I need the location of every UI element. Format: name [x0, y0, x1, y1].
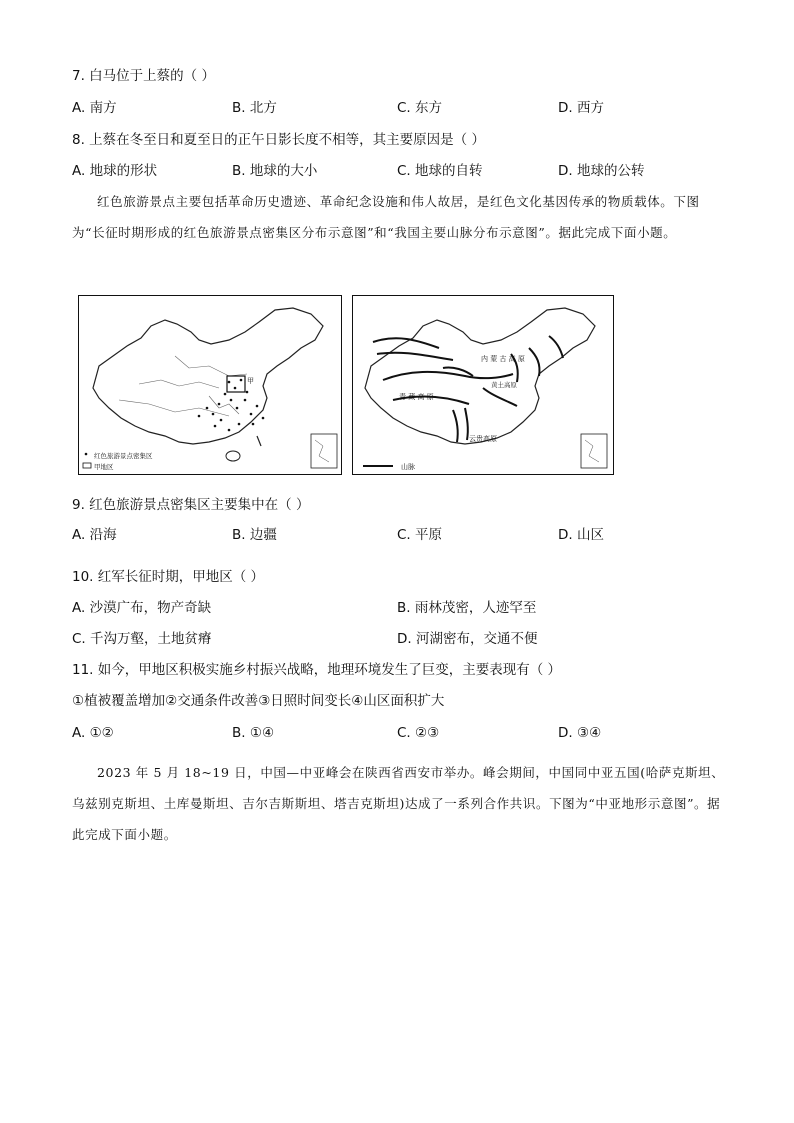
q10-option-c[interactable]: C. 千沟万壑，土地贫瘠 — [72, 631, 212, 647]
question-9-stem: 9. 红色旅游景点密集区主要集中在（ ） — [72, 497, 310, 513]
q11-option-a[interactable]: A. ①② — [72, 725, 114, 741]
q11-option-c[interactable]: C. ②③ — [397, 725, 440, 741]
question-11-stem: 11. 如今，甲地区积极实施乡村振兴战略，地理环境发生了巨变，主要表现有（ ） — [72, 662, 562, 678]
china-map-outline-right — [353, 296, 613, 474]
passage-central-asia — [72, 757, 726, 850]
q11-option-d[interactable]: D. ③④ — [558, 725, 602, 741]
q9-option-d[interactable]: D. 山区 — [558, 527, 604, 543]
red-tourism-map — [78, 295, 342, 475]
q7-option-b[interactable]: B. 北方 — [232, 100, 277, 116]
question-10-stem: 10. 红军长征时期，甲地区（ ） — [72, 569, 265, 585]
label-huangtu: 黄土高原 — [491, 381, 517, 389]
q7-option-d[interactable]: D. 西方 — [558, 100, 604, 116]
legend-mountain: 山脉 — [401, 463, 415, 471]
label-qingzang: 青 藏 高 原 — [399, 393, 434, 401]
legend-red-tourism: 红色旅游景点密集区 — [94, 452, 153, 460]
q9-option-a[interactable]: A. 沿海 — [72, 527, 117, 543]
passage-red-tourism-text: 红色旅游景点主要包括革命历史遗迹、革命纪念设施和伟人故居，是红色文化基因传承的物质载体。下图为“长征时期形成的红色旅游景点密集区分布示意图”和“我国主要山脉分布示意图”。据此完成下面小题。 — [72, 194, 700, 240]
q10-option-d[interactable]: D. 河湖密布，交通不便 — [397, 631, 538, 647]
q9-option-b[interactable]: B. 边疆 — [232, 527, 277, 543]
question-8-stem: 8. 上蔡在冬至日和夏至日的正午日影长度不相等，其主要原因是（ ） — [72, 132, 485, 148]
q10-option-b[interactable]: B. 雨林茂密，人迹罕至 — [397, 600, 537, 616]
question-7-stem: 7. 白马位于上蔡的（ ） — [72, 68, 215, 84]
q9-option-c[interactable]: C. 平原 — [397, 527, 443, 543]
q8-option-a[interactable]: A. 地球的形状 — [72, 163, 158, 179]
china-map-outline-left — [79, 296, 341, 474]
label-yungui: 云贵高原 — [469, 435, 497, 443]
q7-option-c[interactable]: C. 东方 — [397, 100, 443, 116]
q8-option-c[interactable]: C. 地球的自转 — [397, 163, 483, 179]
q8-option-d[interactable]: D. 地球的公转 — [558, 163, 645, 179]
q11-option-b[interactable]: B. ①④ — [232, 725, 275, 741]
legend-jia-region: 甲地区 — [94, 463, 114, 471]
q10-option-a[interactable]: A. 沙漠广布，物产奇缺 — [72, 600, 212, 616]
label-jia: 甲 — [247, 377, 254, 385]
question-11-statements: ①植被覆盖增加②交通条件改善③日照时间变长④山区面积扩大 — [72, 693, 445, 709]
mountain-map — [352, 295, 614, 475]
label-neimenggu: 内 蒙 古 高 原 — [481, 355, 525, 363]
passage-red-tourism — [72, 186, 726, 248]
passage-central-asia-text: 2023 年 5 月 18~19 日，中国—中亚峰会在陕西省西安市举办。峰会期间，中国同中亚五国(哈萨克斯坦、乌兹别克斯坦、土库曼斯坦、吉尔吉斯斯坦、塔吉克斯坦)达成了一系列合作共识。下图为“中亚地形示意图”。据此完成下面小题。 — [72, 765, 725, 842]
q7-option-a[interactable]: A. 南方 — [72, 100, 117, 116]
q8-option-b[interactable]: B. 地球的大小 — [232, 163, 318, 179]
